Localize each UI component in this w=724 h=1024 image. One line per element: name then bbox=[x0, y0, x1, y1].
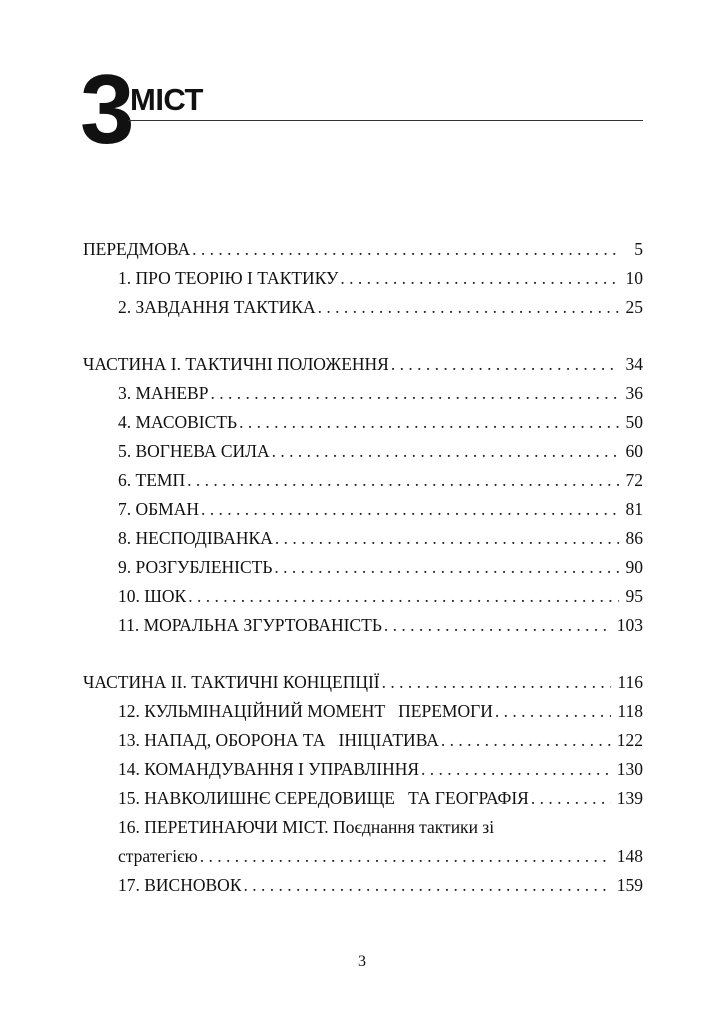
toc-entry-page: 10 bbox=[625, 268, 643, 288]
toc-group-part2 bbox=[83, 668, 643, 900]
toc-entry-page: 139 bbox=[616, 788, 643, 808]
toc-dot-leader bbox=[239, 408, 619, 437]
toc-dot-leader bbox=[188, 582, 619, 611]
toc-entry-line2 bbox=[118, 842, 643, 871]
toc-entry-label: 2. ЗАВДАННЯ ТАКТИКА bbox=[118, 297, 316, 317]
toc-entry-label: 15. НАВКОЛИШНЄ СЕРЕДОВИЩЕ ТА ГЕОГРАФІЯ bbox=[118, 788, 529, 808]
toc-entry-15 bbox=[83, 784, 643, 813]
toc-dot-leader bbox=[200, 842, 611, 871]
toc-entry-page: 130 bbox=[616, 759, 643, 779]
toc-entry-label: 17. ВИСНОВОК bbox=[118, 875, 242, 895]
toc-dot-leader bbox=[192, 235, 619, 264]
toc-entry-page: 34 bbox=[625, 354, 643, 374]
toc-entry-17 bbox=[83, 871, 643, 900]
toc-entry-label: 4. МАСОВІСТЬ bbox=[118, 412, 238, 432]
toc-dot-leader bbox=[244, 871, 611, 900]
toc-dot-leader bbox=[391, 350, 619, 379]
toc-entry-page: 118 bbox=[617, 701, 643, 721]
toc-entry-label: 9. РОЗГУБЛЕНІСТЬ bbox=[118, 557, 273, 577]
toc-entry-label: 6. ТЕМП bbox=[118, 470, 186, 490]
toc-entry-label: 5. ВОГНЕВА СИЛА bbox=[118, 441, 270, 461]
toc-dot-leader bbox=[272, 437, 619, 466]
chapter-header bbox=[0, 0, 724, 164]
table-of-contents bbox=[83, 235, 643, 928]
toc-entry-preface bbox=[83, 235, 643, 264]
toc-entry-label-line1: 16. ПЕРЕТИНАЮЧИ МІСТ. Поєднання тактики зі bbox=[118, 817, 495, 837]
toc-entry-label-line2: стратегією bbox=[118, 846, 198, 866]
header-divider bbox=[128, 120, 643, 121]
toc-entry-page: 81 bbox=[625, 499, 643, 519]
toc-entry-8 bbox=[83, 524, 643, 553]
toc-dot-leader bbox=[210, 379, 619, 408]
toc-entry-page: 86 bbox=[625, 528, 643, 548]
toc-entry-page: 103 bbox=[616, 615, 643, 635]
toc-entry-7 bbox=[83, 495, 643, 524]
toc-entry-page: 5 bbox=[634, 239, 643, 259]
toc-entry-page: 90 bbox=[625, 557, 643, 577]
toc-entry-label: 12. КУЛЬМІНАЦІЙНИЙ МОМЕНТ ПЕРЕМОГИ bbox=[118, 701, 493, 721]
toc-entry-page: 95 bbox=[625, 586, 643, 606]
toc-entry-page: 148 bbox=[616, 846, 643, 866]
toc-entry-label: 1. ПРО ТЕОРІЮ І ТАКТИКУ bbox=[118, 268, 339, 288]
toc-entry-label: 10. ШОК bbox=[118, 586, 187, 606]
toc-group-part1 bbox=[83, 350, 643, 640]
toc-entry-page: 72 bbox=[625, 470, 643, 490]
toc-entry-part2 bbox=[83, 668, 643, 697]
chapter-number: 3 bbox=[80, 54, 133, 164]
toc-entry-part1 bbox=[83, 350, 643, 379]
toc-entry-1 bbox=[83, 264, 643, 293]
toc-entry-6 bbox=[83, 466, 643, 495]
toc-dot-leader bbox=[274, 553, 619, 582]
toc-dot-leader bbox=[318, 293, 619, 322]
toc-entry-label: ЧАСТИНА ІІ. ТАКТИЧНІ КОНЦЕПЦІЇ bbox=[83, 672, 380, 692]
toc-entry-16 bbox=[83, 813, 643, 871]
toc-entry-11 bbox=[83, 611, 643, 640]
toc-entry-12 bbox=[83, 697, 643, 726]
toc-dot-leader bbox=[275, 524, 619, 553]
chapter-title: МІСТ bbox=[130, 82, 203, 117]
toc-entry-2 bbox=[83, 293, 643, 322]
toc-entry-5 bbox=[83, 437, 643, 466]
page-number: 3 bbox=[358, 953, 366, 970]
toc-entry-14 bbox=[83, 755, 643, 784]
toc-entry-9 bbox=[83, 553, 643, 582]
toc-dot-leader bbox=[495, 697, 612, 726]
toc-entry-label: 14. КОМАНДУВАННЯ І УПРАВЛІННЯ bbox=[118, 759, 420, 779]
toc-entry-13 bbox=[83, 726, 643, 755]
toc-entry-page: 36 bbox=[625, 383, 643, 403]
toc-entry-label: 13. НАПАД, ОБОРОНА ТА ІНІЦІАТИВА bbox=[118, 730, 439, 750]
toc-dot-leader bbox=[340, 264, 619, 293]
toc-entry-page: 25 bbox=[625, 297, 643, 317]
toc-entry-label: 3. МАНЕВР bbox=[118, 383, 209, 403]
toc-dot-leader bbox=[441, 726, 611, 755]
toc-entry-page: 159 bbox=[616, 875, 643, 895]
toc-dot-leader bbox=[187, 466, 619, 495]
toc-entry-label: ПЕРЕДМОВА bbox=[83, 239, 191, 259]
toc-entry-label: ЧАСТИНА І. ТАКТИЧНІ ПОЛОЖЕННЯ bbox=[83, 354, 389, 374]
toc-entry-3 bbox=[83, 379, 643, 408]
toc-dot-leader bbox=[384, 611, 611, 640]
toc-entry-label: 11. МОРАЛЬНА ЗГУРТОВАНІСТЬ bbox=[118, 615, 382, 635]
toc-entry-4 bbox=[83, 408, 643, 437]
toc-entry-page: 50 bbox=[625, 412, 643, 432]
toc-dot-leader bbox=[421, 755, 611, 784]
toc-entry-label: 8. НЕСПОДІВАНКА bbox=[118, 528, 273, 548]
toc-group-intro bbox=[83, 235, 643, 322]
toc-entry-label: 7. ОБМАН bbox=[118, 499, 200, 519]
toc-entry-10 bbox=[83, 582, 643, 611]
toc-entry-page: 60 bbox=[625, 441, 643, 461]
toc-dot-leader bbox=[201, 495, 619, 524]
toc-entry-page: 122 bbox=[616, 730, 643, 750]
toc-dot-leader bbox=[382, 668, 612, 697]
toc-dot-leader bbox=[531, 784, 611, 813]
toc-entry-page: 116 bbox=[617, 672, 643, 692]
